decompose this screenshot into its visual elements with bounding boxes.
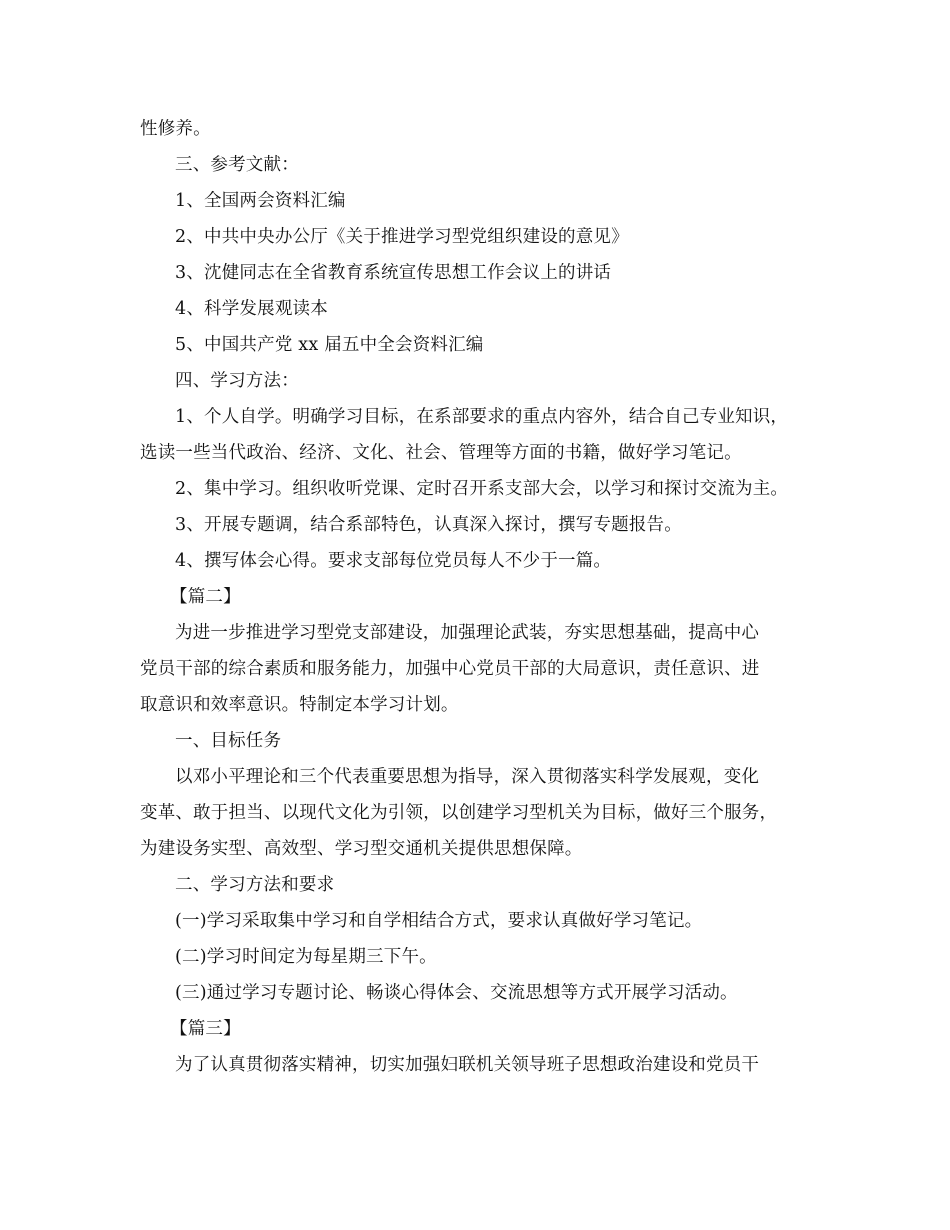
part-heading: 【篇二】 <box>170 587 241 607</box>
list-item: 4、科学发展观读本 <box>175 299 328 319</box>
text-line: 以邓小平理论和三个代表重要思想为指导，深入贯彻落实科学发展观，变化 <box>175 767 760 787</box>
text-line: 为建设务实型、高效型、学习型交通机关提供思想保障。 <box>140 839 583 859</box>
section-heading: 四、学习方法： <box>175 371 299 391</box>
part-heading: 【篇三】 <box>170 1019 241 1039</box>
list-item: (三)通过学习专题讨论、畅谈心得体会、交流思想等方式开展学习活动。 <box>175 983 738 1003</box>
section-heading: 三、参考文献： <box>175 155 299 175</box>
list-item: (二)学习时间定为每星期三下午。 <box>175 947 437 967</box>
text-line: 为进一步推进学习型党支部建设，加强理论武装，夯实思想基础，提高中心 <box>175 623 760 643</box>
list-item: 1、个人自学。明确学习目标，在系部要求的重点内容外，结合自己专业知识， <box>175 407 789 427</box>
text-line: 取意识和效率意识。特制定本学习计划。 <box>140 695 459 715</box>
text-line: 为了认真贯彻落实精神，切实加强妇联机关领导班子思想政治建设和党员干 <box>175 1055 760 1075</box>
section-heading: 二、学习方法和要求 <box>175 875 335 895</box>
list-item: 4、撰写体会心得。要求支部每位党员每人不少于一篇。 <box>175 551 612 571</box>
list-item: (一)学习采取集中学习和自学相结合方式，要求认真做好学习笔记。 <box>175 911 703 931</box>
list-item: 2、中共中央办公厅《关于推进学习型党组织建设的意见》 <box>175 227 629 247</box>
text-line: 性修养。 <box>140 119 211 139</box>
text-line: 党员干部的综合素质和服务能力，加强中心党员干部的大局意识，责任意识、进 <box>140 659 760 679</box>
text-line: 变革、敢于担当、以现代文化为引领，以创建学习型机关为目标，做好三个服务， <box>140 803 778 823</box>
text-line: 选读一些当代政治、经济、文化、社会、管理等方面的书籍，做好学习笔记。 <box>140 443 742 463</box>
list-item: 3、沈健同志在全省教育系统宣传思想工作会议上的讲话 <box>175 263 612 283</box>
section-heading: 一、目标任务 <box>175 731 282 751</box>
list-item: 5、中国共产党 xx 届五中全会资料汇编 <box>175 335 484 355</box>
list-item: 3、开展专题调，结合系部特色，认真深入探讨，撰写专题报告。 <box>175 515 682 535</box>
list-item: 2、集中学习。组织收听党课、定时召开系支部大会，以学习和探讨交流为主。 <box>175 479 789 499</box>
list-item: 1、全国两会资料汇编 <box>175 191 346 211</box>
